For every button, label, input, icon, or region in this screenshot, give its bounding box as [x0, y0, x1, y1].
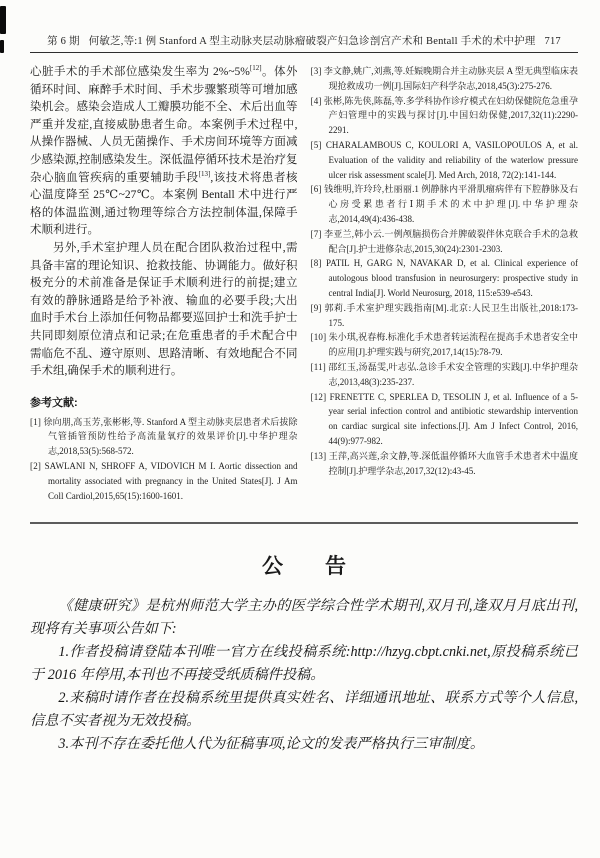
article-paragraphs	[30, 64, 298, 381]
paragraph: 2.来稿时请作者在投稿系统里提供真实姓名、详细通讯地址、联系方式等个人信息,信息不实者视为无效投稿。	[30, 690, 578, 729]
reference-item: [12] FRENETTE C, SPERLEA D, TESOLIN J, et al. Influence of a 5-year serial infection control and antibiotic stewardship intervention on cardiac surgical site infections.[J]. Am J Infect Control, 2016, 44(9):977-982.	[310, 391, 578, 446]
reference-item: [9] 郭莉.手术室护理实践指南[M].北京:人民卫生出版社,2018:173-175.	[310, 302, 578, 328]
paragraph: 3.本刊不存在委托他人代为征稿事项,论文的发表严格执行三审制度。	[58, 736, 485, 752]
references-list-right	[311, 64, 579, 478]
reference-item: [4] 张彬,陈先侠,陈磊,等.多学科协作诊疗模式在妇幼保健院危急重孕产妇管理中的实践与探讨[J].中国妇幼保健,2017,32(11):2290-2291.	[310, 95, 578, 136]
reference-item: [10] 朱小琪,祝春梅.标准化手术患者转运流程在提高手术患者安全中的应用[J].护理实践与研究,2017,14(15):78-79.	[310, 332, 578, 358]
references-heading: 参考文献:	[30, 396, 78, 409]
scan-artifact	[0, 40, 4, 53]
announcement-title: 公 告	[262, 555, 346, 578]
two-column-body	[30, 64, 578, 512]
reference-item: [5] CHARALAMBOUS C, KOULORI A, VASILOPOULOS A, et al. Evaluation of the validity and reliability of the waterlow pressure ulcer risk assessment scale[J]. Med Arch, 2018, 72(2):141-144.	[310, 139, 578, 180]
reference-item: [3] 李文静,姚广,刘燕,等.妊娠晚期合并主动脉夹层 A 型无典型临床表现抢救成功一例[J].国际妇产科学杂志,2018,45(3):275-276.	[310, 66, 578, 91]
reference-item: [2] SAWLANI N, SHROFF A, VIDOVICH M I. Aortic dissection and mortality associated with pregnancy in the United States[J]. J Am Coll Cardiol,2015,65(15):1600-1601.	[30, 461, 298, 501]
section-divider	[30, 522, 578, 524]
scan-artifact	[0, 6, 6, 34]
reference-item: [6] 钱维明,许玲玲,杜丽丽.1 例静脉内平滑肌瘤病伴有下腔静脉及右心房受累患者行Ⅰ期手术的术中护理[J].中华护理杂志,2014,49(4):436-438.	[310, 184, 578, 224]
announcement-paragraphs	[30, 595, 578, 756]
references-list-left	[30, 415, 298, 504]
paragraph: 《健康研究》是杭州师范大学主办的医学综合性学术期刊,双月刊,逢双月月底出刊,现将有关事项公告如下:	[30, 598, 578, 637]
right-column	[311, 64, 579, 512]
running-title: 何敏芝,等:1 例 Stanford A 型主动脉夹层动脉瘤破裂产妇急诊剖宫产术和 Bentall 手术的术中护理	[88, 36, 536, 47]
issue-label: 第 6 期	[47, 36, 80, 47]
reference-item: [7] 李亚兰,韩小云.一例颅脑损伤合并脾破裂伴休克联合手术的急救配合[J].护士进修杂志,2015,30(24):2301-2303.	[310, 228, 578, 254]
page-number: 717	[544, 36, 561, 47]
reference-item: [13] 王萍,高兴莲,余文静,等.深低温停循环大血管手术患者术中温度控制[J].护理学杂志,2017,32(12):43-45.	[310, 450, 578, 476]
paragraph: 心脏手术的手术部位感染发生率为 2%~5%[12]。体外循环时间、麻醉手术时间、手术步骤繁琐等可增加感染机会。感染会造成人工瓣膜功能不全、术后出血等严重并发症,直接威胁患者生命。本案例手术过程中,从操作器械、人员无菌操作、手术房间环境等方面减少感染源,控制感染发生。深低温停循环技术是治疗复杂心脑血管疾病的重要辅助手段[13],该技术将患者核心温度降至 25℃~27℃。本案例 Bentall 术中进行严格的体温监测,通过物理等综合方法控制体温,保障手术顺利进行。	[30, 64, 298, 237]
paragraph: 1.作者投稿请登陆本刊唯一官方在线投稿系统:http://hzyg.cbpt.cnki.net,原投稿系统已于 2016 年停用,本刊也不再接受纸质稿件投稿。	[30, 644, 578, 683]
paragraph: 另外,手术室护理人员在配合团队救治过程中,需具备丰富的理论知识、抢救技能、协调能力。做好积极充分的术前准备是保证手术顺利进行的前提;建立有效的静脉通路是给予补液、输血的必要手段;大出血时手术台上添加任何物品都要巡回护士和洗手护士共同即刻原位清点和记录;在危重患者的手术配合中需临危不乱、遵守原则、思路清晰、有效地配合不同手术组,确保手术的顺利进行。	[30, 241, 298, 378]
announcement-section	[30, 550, 578, 756]
running-head	[30, 33, 578, 48]
header-rule	[30, 52, 578, 53]
reference-item: [11] 邵红玉,汤磊雯,叶志弘.急诊手术安全管理的实践[J].中华护理杂志,2013,48(3):235-237.	[310, 361, 578, 387]
reference-item: [1] 徐向朋,高玉芳,张彬彬,等. Stanford A 型主动脉夹层患者术后拔除气管插管预防性给予高流量氧疗的效果评价[J].中华护理杂志,2018,53(5):568-572.	[30, 416, 298, 457]
reference-item: [8] PATIL H, GARG N, NAVAKAR D, et al. Clinical experience of autologous blood transfusion in neurosurgery: prospective study in central India[J]. World Neurosurg, 2018, 115:e539-e543.	[310, 258, 578, 298]
left-column	[30, 64, 298, 512]
